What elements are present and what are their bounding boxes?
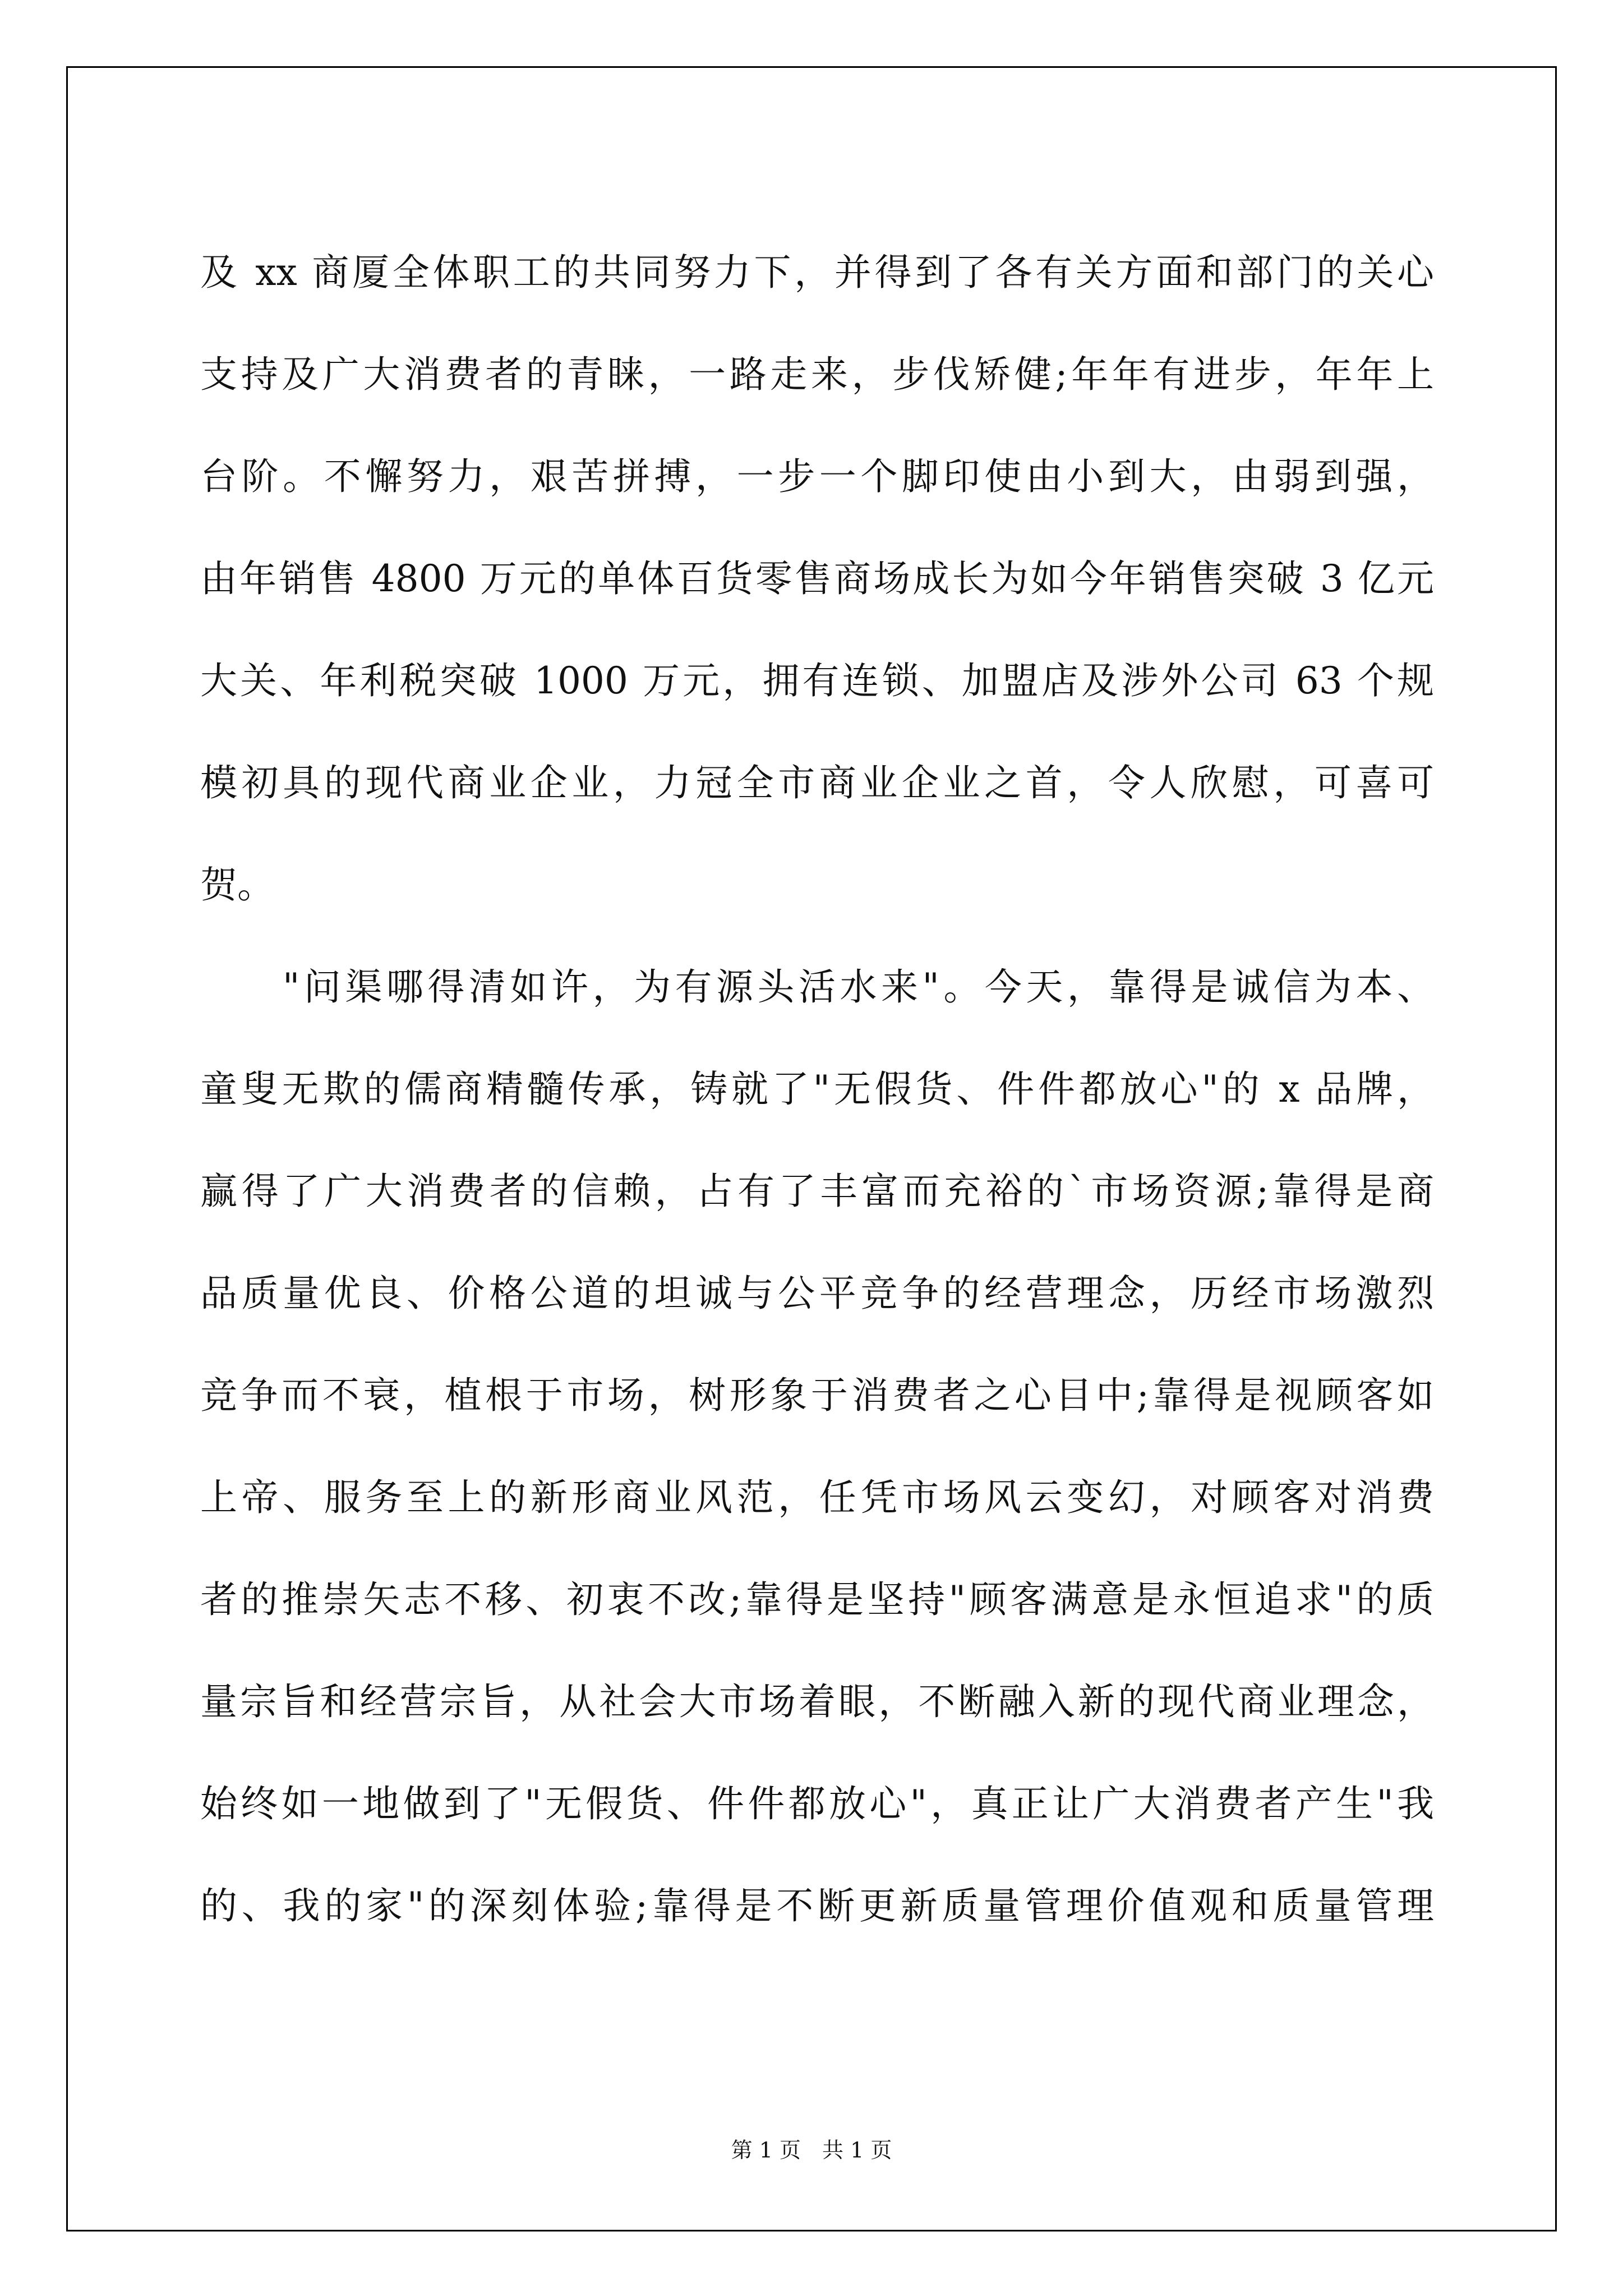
text-line: 及 xx 商厦全体职工的共同努力下，并得到了各有关方面和部门的关心 xyxy=(200,251,1434,294)
text-line: 始终如一地做到了"无假货、件件都放心"，真正让广大消费者产生"我 xyxy=(200,1782,1434,1825)
page-number: 第 1 页 xyxy=(731,2138,801,2162)
text-line: 支持及广大消费者的青睐，一路走来，步伐矫健;年年有进步，年年上 xyxy=(200,353,1434,396)
text-line: 量宗旨和经营宗旨，从社会大市场着眼，不断融入新的现代商业理念， xyxy=(200,1680,1434,1723)
text-line: 台阶。不懈努力，艰苦拼搏，一步一个脚印使由小到大，由弱到强， xyxy=(200,455,1434,498)
text-line: 品质量优良、价格公道的坦诚与公平竞争的经营理念，历经市场激烈 xyxy=(200,1272,1434,1315)
document-body xyxy=(200,222,1434,1957)
text-line: "问渠哪得清如许，为有源头活水来"。今天，靠得是诚信为本、 xyxy=(200,965,1434,1009)
text-line: 竞争而不衰，植根于市场，树形象于消费者之心目中;靠得是视顾客如 xyxy=(200,1374,1434,1417)
text-line: 赢得了广大消费者的信赖，占有了丰富而充裕的`市场资源;靠得是商 xyxy=(200,1170,1434,1213)
page-total: 共 1 页 xyxy=(822,2138,892,2162)
text-line: 由年销售 4800 万元的单体百货零售商场成长为如今年销售突破 3 亿元 xyxy=(200,557,1434,600)
text-line: 大关、年利税突破 1000 万元，拥有连锁、加盟店及涉外公司 63 个规 xyxy=(200,659,1434,702)
text-line: 贺。 xyxy=(200,863,274,907)
text-line: 上帝、服务至上的新形商业风范，任凭市场风云变幻，对顾客对消费 xyxy=(200,1476,1434,1519)
text-line: 模初具的现代商业企业，力冠全市商业企业之首，令人欣慰，可喜可 xyxy=(200,761,1434,804)
text-line: 者的推崇矢志不移、初衷不改;靠得是坚持"顾客满意是永恒追求"的质 xyxy=(200,1578,1434,1621)
text-line: 的、我的家"的深刻体验;靠得是不断更新质量管理价值观和质量管理 xyxy=(200,1884,1434,1927)
page-footer xyxy=(0,2133,1623,2164)
text-line: 童叟无欺的儒商精髓传承，铸就了"无假货、件件都放心"的 x 品牌， xyxy=(200,1068,1434,1111)
